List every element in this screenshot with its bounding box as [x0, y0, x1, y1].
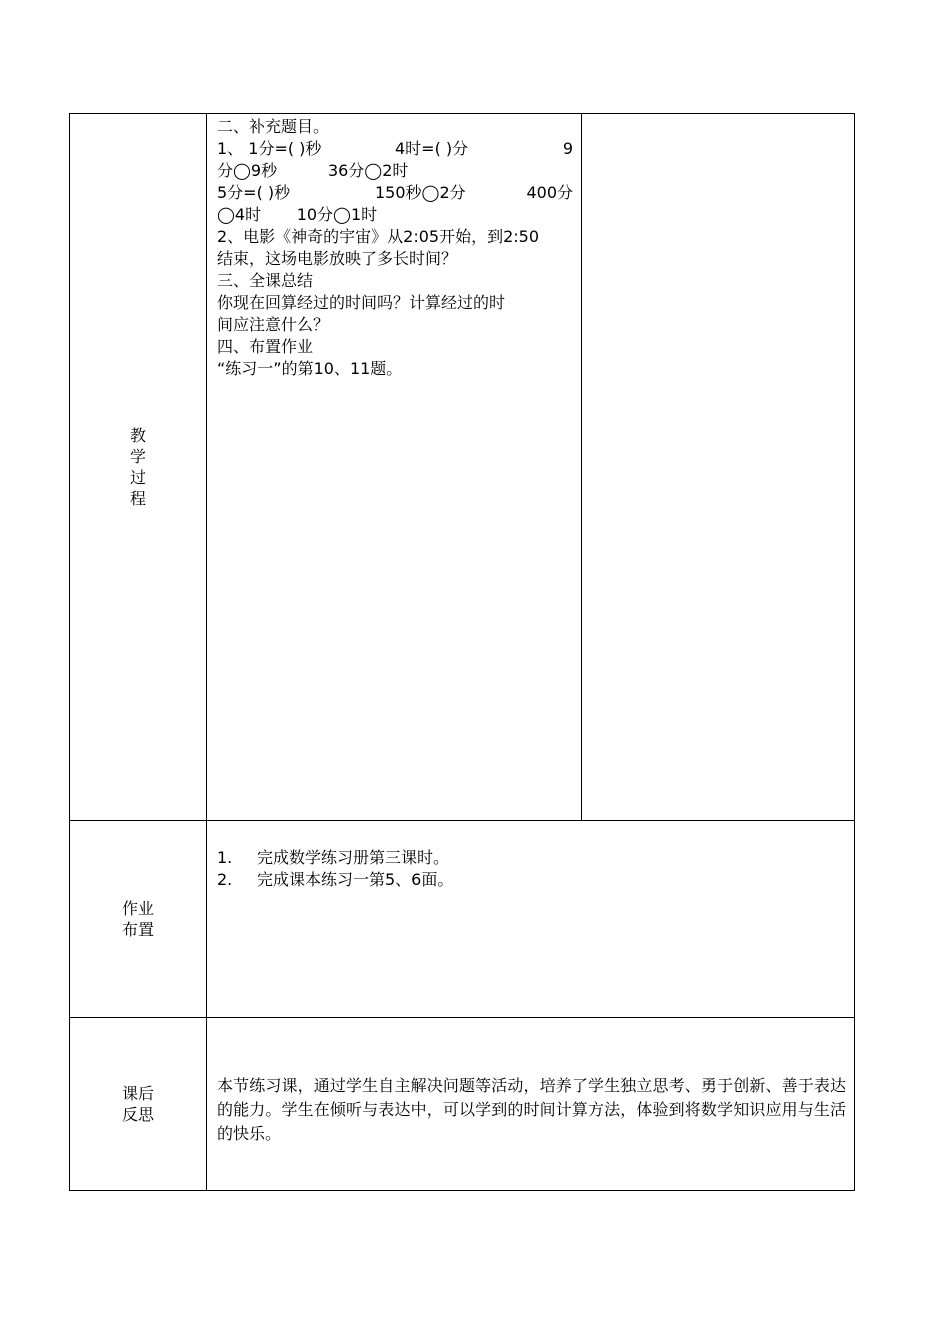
summary-line: 你现在回算经过的时间吗？计算经过的时	[217, 293, 506, 312]
label-char: 学	[129, 447, 146, 466]
homework-line: “练习一”的第10、11题。	[217, 359, 403, 378]
list-item: 2. 完成课本练习一第5、6面。	[217, 870, 454, 889]
exercise-line: 1、 1分=( )秒 4时=( )分 9	[217, 139, 573, 158]
homework-row	[70, 821, 855, 1018]
reflection-row	[70, 1018, 855, 1191]
notes-cell	[582, 114, 855, 821]
homework-list	[217, 847, 846, 891]
exercise-line: 结束，这场电影放映了多长时间？	[217, 249, 458, 268]
homework-label: 作业 布置	[70, 821, 207, 1018]
reflection-text: 本节练习课，通过学生自主解决问题等活动，培养了学生独立思考、勇于创新、善于表达的能力。学生在倾听与表达中，可以学到的时间计算方法，体验到将数学知识应用与生活的快乐。	[217, 1076, 846, 1143]
lesson-plan-table	[69, 113, 855, 1191]
summary-line: 间应注意什么？	[217, 315, 330, 334]
list-item: 1. 完成数学练习册第三课时。	[217, 848, 450, 867]
teaching-process-content	[207, 114, 582, 821]
exercise-line: 分◯9秒 36分◯2时	[217, 161, 409, 180]
label-char: 过	[129, 468, 146, 487]
teaching-process-row	[70, 114, 855, 821]
section-heading: 二、补充题目。	[217, 117, 330, 136]
reflection-content	[207, 1018, 855, 1191]
exercise-line: 2、电影《神奇的宇宙》从2:05开始，到2:50	[217, 227, 540, 246]
reflection-label: 课后 反思	[70, 1018, 207, 1191]
teaching-process-label	[70, 114, 207, 821]
label-char: 程	[129, 489, 146, 508]
homework-content	[207, 821, 855, 1018]
label-char: 教	[129, 426, 146, 445]
exercise-line: 5分=( )秒 150秒◯2分 400分	[217, 183, 573, 202]
section-heading: 四、布置作业	[217, 337, 314, 356]
exercise-line: ◯4时 10分◯1时	[217, 205, 378, 224]
section-heading: 三、全课总结	[217, 271, 314, 290]
